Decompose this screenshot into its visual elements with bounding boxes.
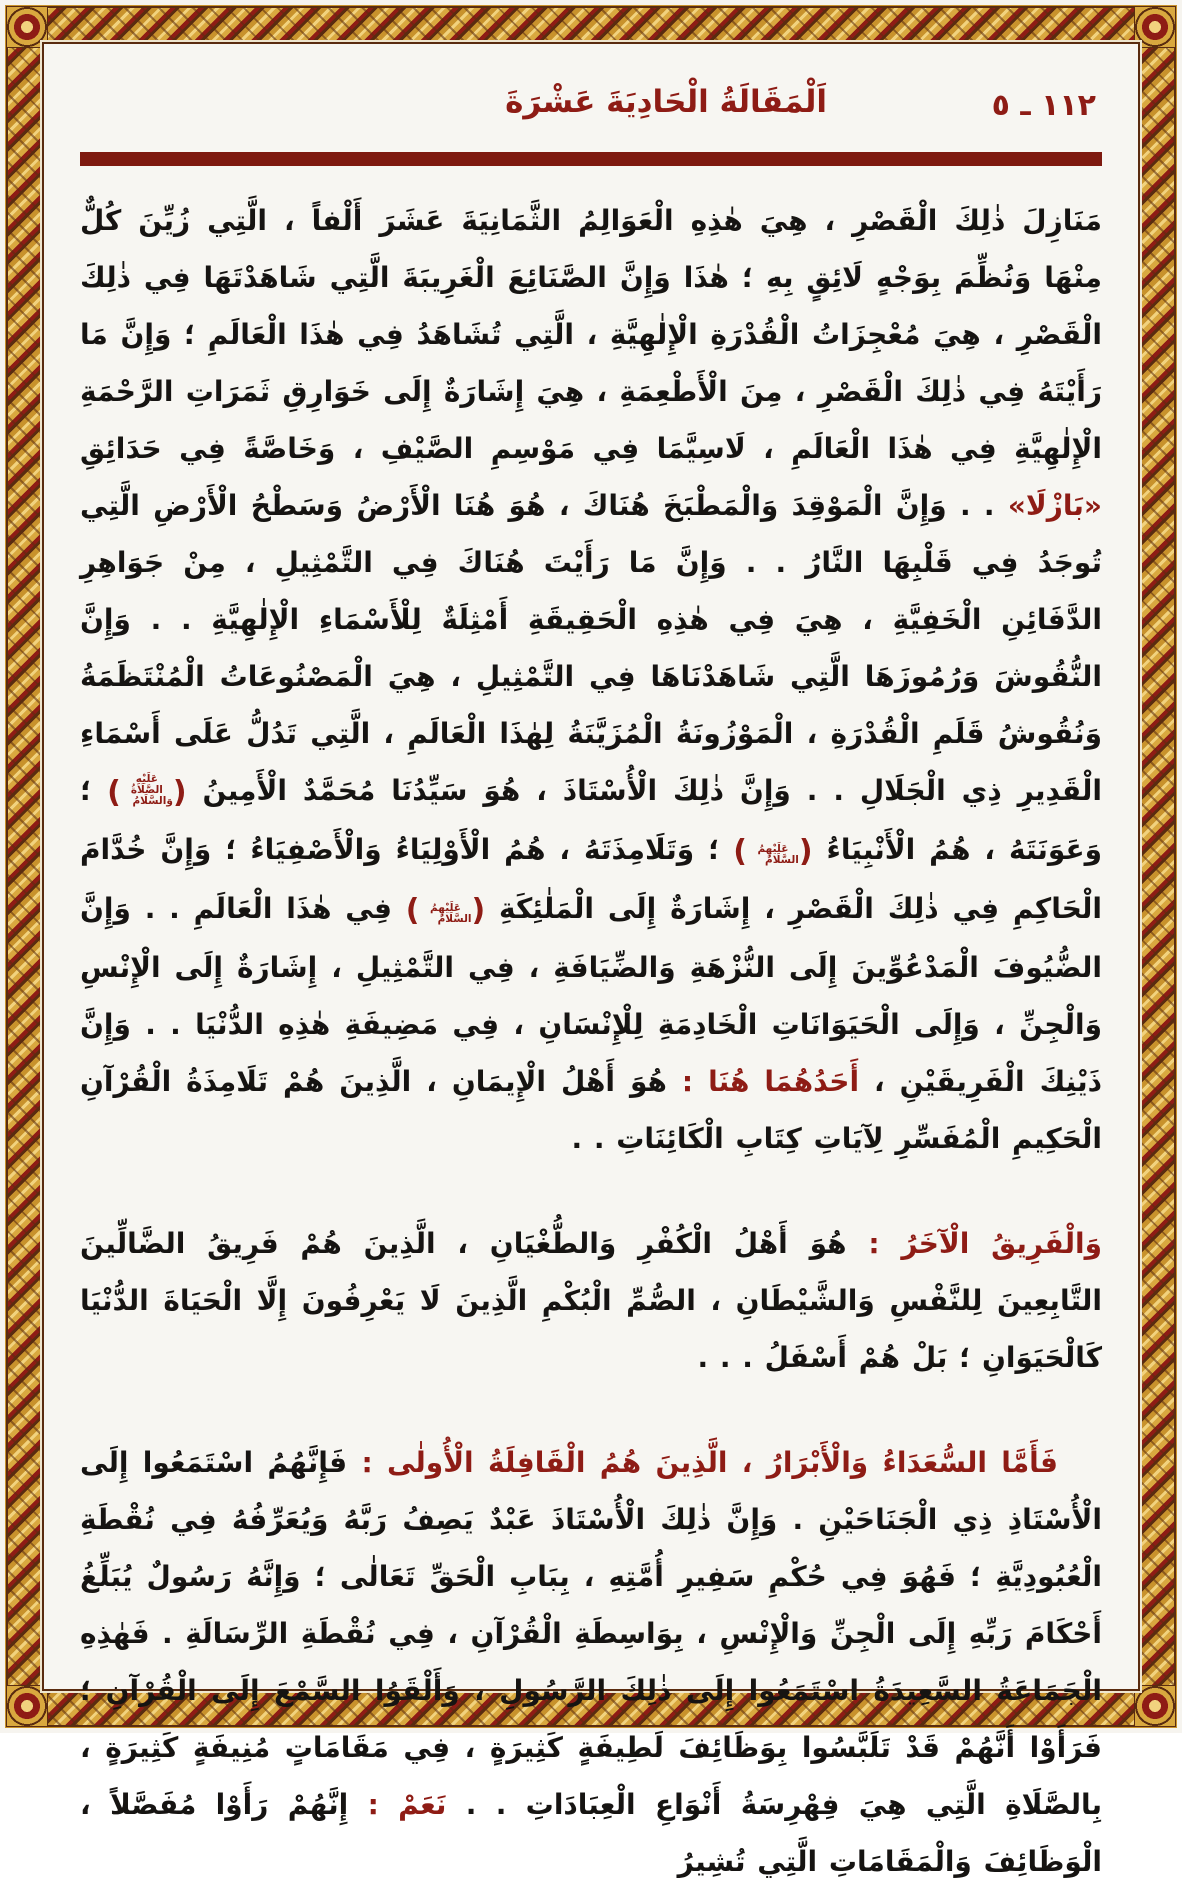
seal-open-paren: (: [172, 775, 187, 810]
corner-ornament-icon: [1134, 1685, 1176, 1727]
paragraph: [80, 192, 1102, 1167]
ornate-border: [6, 6, 1176, 1878]
emphasis-red-text: فَأَمَّا السُّعَدَاءُ وَالْأَبْرَارُ ، الَّذِينَ هُمُ الْقَافِلَةُ الْأُولٰى :: [361, 1446, 1058, 1479]
seal-open-paren: (: [471, 893, 486, 928]
body-text: هُوَ أَهْلُ الْكُفْرِ وَالطُّغْيَانِ ، الَّذِينَ هُمْ فَرِيقُ الضَّالِّينَ التَّابِعِينَ لِلنَّفْسِ وَالشَّيْطَانِ ، الصُّمِّ الْبُكْمِ الَّذِينَ لَا يَعْرِفُونَ إِلَّا الْحَيَاةَ الدُّنْيَا كَالْحَيَوَانِ ؛ بَلْ هُمْ أَسْفَلُ . . .: [80, 1227, 1102, 1374]
emphasis-red-text: وَالْفَرِيقُ الْآخَرُ :: [868, 1227, 1102, 1260]
page-title: اَلْمَقَالَةُ الْحَادِيَةَ عَشْرَةَ: [505, 84, 827, 120]
body-text: إِنَّهُمْ رَأَوْا مُفَصَّلاً ، الْوَظَائِفَ وَالْمَقَامَاتِ الَّتِي تُشِيرُ: [80, 1788, 1102, 1878]
seal-close-paren: ): [733, 834, 747, 869]
seal-close-paren: ): [405, 893, 420, 928]
emphasis-red-text: نَعَمْ :: [367, 1788, 447, 1821]
page-number: ١١٢ ـ ٥: [991, 88, 1096, 123]
honorific-seal-text: عَلَيْهِ الصَّلَاةُ وَالسَّلَامُ: [130, 772, 173, 807]
corner-ornament-icon: [6, 1685, 48, 1727]
body-text: هُوَ أَهْلُ الْإِيمَانِ ، الَّذِينَ هُمْ تَلَامِذَةُ الْقُرْآنِ الْحَكِيمِ الْمُفَسِّرِ لِآيَاتِ كِتَابِ الْكَائِنَاتِ . .: [80, 1065, 1102, 1155]
honorific-seal-text: عَلَيْهِمُ السَّلَامُ: [430, 901, 472, 925]
body-text: ؛ وَعَوَنَتَهُ ، هُمُ الْأَنْبِيَاءُ: [80, 774, 1102, 866]
body-text: . . وَإِنَّ الْمَوْقِدَ وَالْمَطْبَخَ هُنَاكَ ، هُوَ هُنَا الْأَرْضُ وَسَطْحُ الْأَرْضِ الَّتِي تُوجَدُ فِي قَلْبِهَا النَّارُ . . وَإِنَّ مَا رَأَيْتَ هُنَاكَ فِي التَّمْثِيلِ ، مِنْ جَوَاهِرِ الدَّفَائِنِ الْخَفِيَّةِ ، هِيَ فِي هٰذِهِ الْحَقِيقَةِ أَمْثِلَةٌ لِلْأَسْمَاءِ الْإِلٰهِيَّةِ . . وَإِنَّ النُّقُوشَ وَرُمُوزَهَا الَّتِي شَاهَدْنَاهَا فِي التَّمْثِيلِ ، هِيَ الْمَصْنُوعَاتُ الْمُنْتَظَمَةُ وَنُقُوشُ قَلَمِ الْقُدْرَةِ ، الْمَوْزُونَةُ الْمُزَيَّنَةُ لِهٰذَا الْعَالَمِ ، الَّتِي تَدُلُّ عَلَى أَسْمَاءِ الْقَدِيرِ ذِي الْجَلَالِ . . وَإِنَّ ذٰلِكَ الْأُسْتَاذَ ، هُوَ سَيِّدُنَا مُحَمَّدٌ الْأَمِينُ: [80, 489, 1102, 807]
body-text: فَإِنَّهُمُ اسْتَمَعُوا إِلَى الْأُسْتَاذِ ذِي الْجَنَاحَيْنِ . وَإِنَّ ذٰلِكَ الْأُسْتَاذَ عَبْدٌ يَصِفُ رَبَّهُ وَيُعَرِّفُهُ فِي نُقْطَةِ الْعُبُودِيَّةِ ؛ فَهُوَ فِي حُكْمِ سَفِيرِ أُمَّتِهِ ، بِبَابِ الْحَقِّ تَعَالٰى ؛ وَإِنَّهُ رَسُولٌ يُبَلِّغُ أَحْكَامَ رَبِّهِ إِلَى الْجِنِّ وَالْإِنْسِ ، بِوَاسِطَةِ الْقُرْآنِ ، فِي نُقْطَةِ الرِّسَالَةِ . فَهٰذِهِ الْجَمَاعَةُ السَّعِيدَةُ اسْتَمَعُوا إِلَى ذٰلِكَ الرَّسُولِ ، وَأَلْقَوُا السَّمْعَ إِلَى الْقُرْآنِ ؛ فَرَأَوْا أَنَّهُمْ قَدْ تَلَبَّسُوا بِوَظَائِفَ لَطِيفَةٍ كَثِيرَةٍ ، فِي مَقَامَاتٍ مُنِيفَةٍ كَثِيرَةٍ ، بِالصَّلَاةِ الَّتِي هِيَ فِهْرِسَةُ أَنْوَاعِ الْعِبَادَاتِ . .: [80, 1446, 1102, 1821]
body-text: مَنَازِلَ ذٰلِكَ الْقَصْرِ ، هِيَ هٰذِهِ الْعَوَالِمُ الثَّمَانِيَةَ عَشَرَ أَلْفاً ، الَّتِي زُيِّنَ كُلٌّ مِنْهَا وَنُظِّمَ بِوَجْهٍ لَائِقٍ بِهِ ؛ هٰذَا وَإِنَّ الصَّنَائِعَ الْغَرِيبَةَ الَّتِي شَاهَدْتَهَا فِي ذٰلِكَ الْقَصْرِ ، هِيَ مُعْجِزَاتُ الْقُدْرَةِ الْإِلٰهِيَّةِ ، الَّتِي تُشَاهَدُ فِي هٰذَا الْعَالَمِ ؛ وَإِنَّ مَا رَأَيْتَهُ فِي ذٰلِكَ الْقَصْرِ ، مِنَ الْأَطْعِمَةِ ، هِيَ إِشَارَةٌ إِلَى خَوَارِقِ ثَمَرَاتِ الرَّحْمَةِ الْإِلٰهِيَّةِ فِي هٰذَا الْعَالَمِ ، لَاسِيَّمَا فِي مَوْسِمِ الصَّيْفِ ، وَخَاصَّةً فِي حَدَائِقِ: [80, 204, 1102, 465]
emphasis-red-text: أَحَدُهُمَا هُنَا :: [681, 1065, 860, 1098]
paragraph: [80, 1434, 1102, 1890]
body-text: فِي هٰذَا الْعَالَمِ . . وَإِنَّ الضُّيُوفَ الْمَدْعُوِّينَ إِلَى النُّزْهَةِ وَالضِّيَافَةِ ، فِي التَّمْثِيلِ ، إِشَارَةٌ إِلَى الْإِنْسِ وَالْجِنِّ ، وَإِلَى الْحَيَوَانَاتِ الْخَادِمَةِ لِلْإِنْسَانِ ، فِي مَضِيفَةِ هٰذِهِ الدُّنْيَا . . وَإِنَّ ذَيْنِكَ الْفَرِيقَيْنِ ،: [80, 892, 1102, 1098]
seal-close-paren: ): [107, 775, 121, 810]
seal-open-paren: (: [798, 834, 813, 869]
body-text: ؛ وَتَلَامِذَتَهُ ، هُمُ الْأَوْلِيَاءُ وَالْأَصْفِيَاءُ ؛ وَإِنَّ خُدَّامَ الْحَاكِمِ فِي ذٰلِكَ الْقَصْرِ ، إِشَارَةٌ إِلَى الْمَلٰئِكَةِ: [80, 833, 1102, 925]
header-divider: [80, 152, 1102, 166]
honorific-seal: [405, 892, 486, 928]
honorific-seal: [107, 772, 187, 810]
page-content: [42, 42, 1140, 1878]
emphasis-red-text: «بَازْلَا»: [1007, 489, 1102, 522]
body-text-block: [80, 180, 1102, 1890]
honorific-seal: [733, 833, 813, 869]
page-header: [80, 74, 1102, 152]
honorific-seal-text: عَلَيْهِمُ السَّلَامُ: [757, 842, 799, 866]
corner-ornament-icon: [1134, 6, 1176, 48]
paragraph: [80, 1215, 1102, 1386]
